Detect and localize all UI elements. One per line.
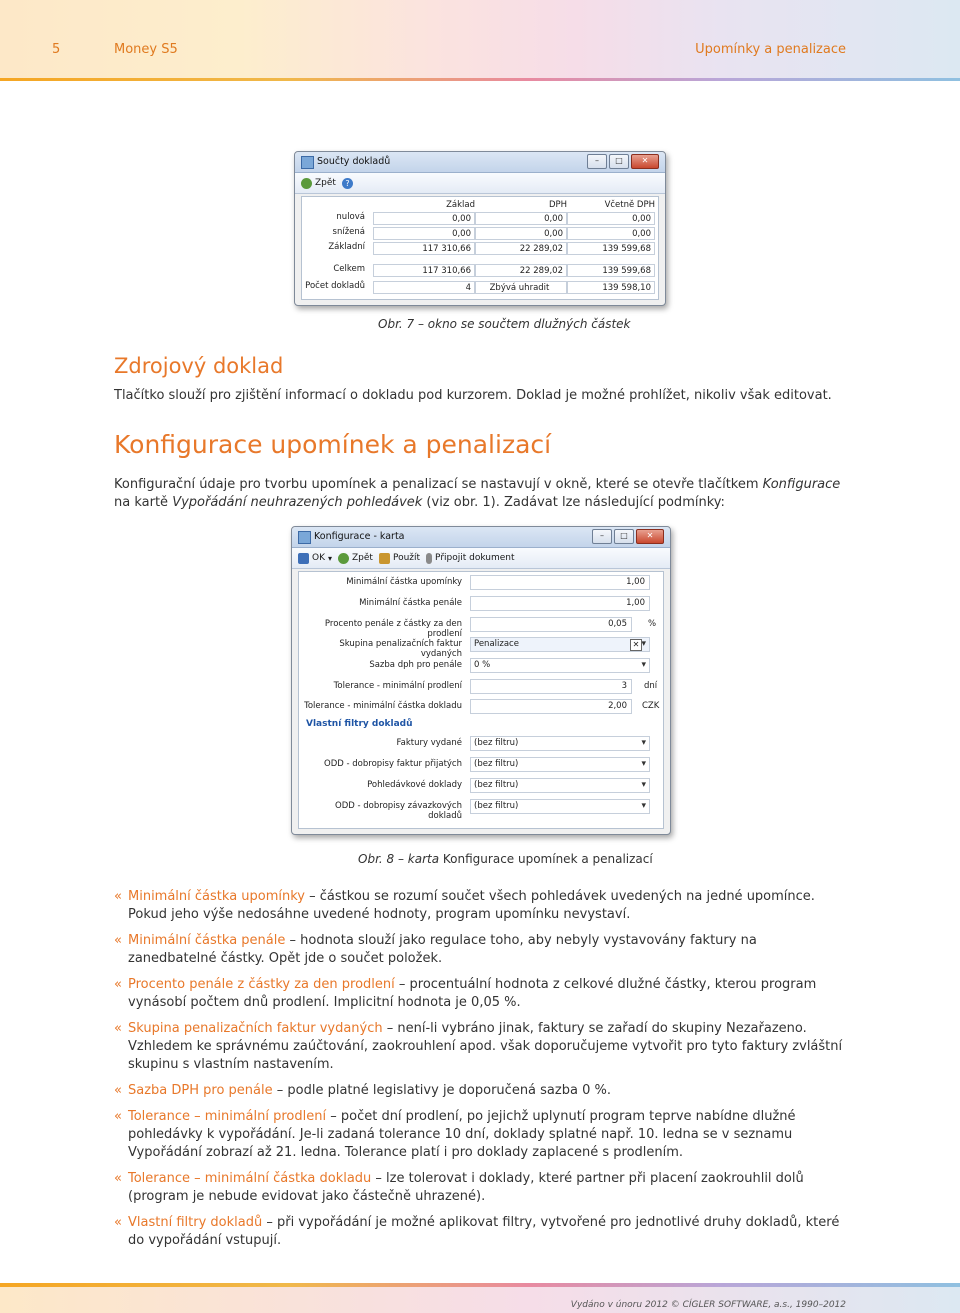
list-item: « Skupina penalizačních faktur vydaných – není-li vybráno jinak, faktury se zařadí do skupiny Nezařazeno. Vzhledem ke správnému zaúčtování, zaokrouhlení apod. však doporučujeme vytvořit pro tyto faktury zvláštní skupinu s vlastním nastavením. xyxy=(114,1021,843,1072)
totals-row xyxy=(303,242,655,256)
filter-select[interactable]: (bez filtru) ▾ xyxy=(470,757,650,772)
figure-caption: Obr. 8 – karta Konfigurace upomínek a penalizací xyxy=(358,852,653,866)
config-row xyxy=(292,679,670,695)
value-cell: 139 599,68 xyxy=(567,242,655,255)
filter-row xyxy=(292,757,670,773)
remaining-label: Zbývá uhradit xyxy=(475,281,567,294)
list-item: « Vlastní filtry dokladů – při vypořádání je možné aplikovat filtry, vytvořené pro jednotlivé druhy dokladů, které do vypořádání vstupují. xyxy=(114,1215,840,1248)
min-reminder-amount-input[interactable]: 1,00 xyxy=(470,575,650,590)
config-row xyxy=(292,699,670,715)
config-row xyxy=(292,617,670,639)
filter-row xyxy=(292,799,670,821)
value-cell: 0,00 xyxy=(373,227,475,240)
footer-text: Vydáno v únoru 2012 © CÍGLER SOFTWARE, a.s., 1990–2012 xyxy=(570,1300,846,1310)
apply-label: Použít xyxy=(392,553,421,563)
attach-document-button[interactable] xyxy=(426,553,514,564)
close-icon[interactable]: ✕ xyxy=(631,154,659,169)
paperclip-icon xyxy=(426,553,432,564)
field-label: Minimální částka penále xyxy=(359,598,462,608)
filter-row xyxy=(292,736,670,752)
field-label: Skupina penalizačních faktur vydaných xyxy=(339,639,462,659)
field-label: Tolerance - minimální prodlení xyxy=(333,681,462,691)
list-item: « Tolerance – minimální prodlení – počet dní prodlení, po jejichž uplynutí program teprve nabídne dlužné pohledávky k vypořádání. Je-li zadaná tolerance 10 dní, doklady splatné např. 10. ledna se v seznamu Vypořádání zobrazí až 21. ledna. Tolerance platí i pro doklady zaplacené s prodlením. xyxy=(114,1109,796,1160)
list-item: « Minimální částka penále – hodnota slouží jako regulace toho, aby nebyly vystavovány faktury na zanedbatelné částky. Opět jde o součet položek. xyxy=(114,933,757,966)
value-cell: 139 599,68 xyxy=(567,264,655,277)
field-label: Minimální částka upomínky xyxy=(346,577,462,587)
minimize-icon[interactable]: – xyxy=(592,529,612,544)
value-cell: 22 289,02 xyxy=(475,264,567,277)
toolbar xyxy=(292,548,670,569)
help-button[interactable] xyxy=(342,178,353,189)
unit-label: % xyxy=(648,619,657,629)
back-label: Zpět xyxy=(352,553,373,563)
list-item: « Tolerance – minimální částka dokladu – lze tolerovat i doklady, které partner při placení zaokrouhlil dolů (program je nebude evidovat jako částečně uhrazené). xyxy=(114,1171,804,1204)
section-heading: Zdrojový doklad xyxy=(114,354,284,378)
totals-row xyxy=(303,227,655,241)
back-button[interactable] xyxy=(338,553,373,564)
title-bar xyxy=(295,152,665,173)
row-label: Počet dokladů xyxy=(305,281,365,291)
toolbar xyxy=(295,173,665,194)
filter-row xyxy=(292,778,670,794)
col-header: Základ xyxy=(446,200,475,210)
back-button[interactable] xyxy=(301,178,336,189)
config-row xyxy=(292,658,670,674)
apply-button[interactable] xyxy=(379,553,420,564)
penalty-percent-input[interactable]: 0,05 xyxy=(470,617,632,632)
unit-label: dní xyxy=(644,681,658,691)
value-cell: 0,00 xyxy=(567,212,655,225)
chevron-down-icon[interactable]: ▾ xyxy=(328,553,333,563)
field-label: Procento penále z částky za den prodlení xyxy=(324,619,462,639)
col-header: Včetně DPH xyxy=(604,200,655,210)
clear-icon[interactable]: ✕ xyxy=(630,639,642,651)
ok-button[interactable] xyxy=(298,553,332,564)
remaining-cell: 139 598,10 xyxy=(567,281,655,294)
row-label: Základní xyxy=(328,242,365,252)
section-heading: Konfigurace upomínek a penalizací xyxy=(114,430,552,459)
row-label: Celkem xyxy=(333,264,365,274)
field-label: ODD - dobropisy závazkových dokladů xyxy=(335,801,462,821)
value-cell: 22 289,02 xyxy=(475,242,567,255)
window-icon xyxy=(298,531,311,544)
close-icon[interactable]: ✕ xyxy=(636,529,664,544)
value-cell: 0,00 xyxy=(475,212,567,225)
count-row xyxy=(303,281,655,295)
help-icon: ? xyxy=(342,178,353,189)
figure-caption: Obr. 7 – okno se součtem dlužných částek xyxy=(378,317,631,331)
maximize-icon[interactable]: □ xyxy=(614,529,634,544)
config-row xyxy=(292,637,670,659)
penalty-group-select[interactable]: Penalizace ▾ xyxy=(470,637,650,652)
filter-select[interactable]: (bez filtru) ▾ xyxy=(470,778,650,793)
config-row xyxy=(292,575,670,591)
back-label: Zpět xyxy=(315,178,336,188)
paragraph: Konfigurační údaje pro tvorbu upomínek a penalizací se nastavují v okně, které se otevře tlačítkem Konfigurace na kartě Vypořádání neuhrazených pohledávek (viz obr. 1). Zadávat lze následující podmínky: xyxy=(114,477,841,510)
row-label: snížená xyxy=(332,227,365,237)
totals-row xyxy=(303,212,655,226)
filter-select[interactable]: (bez filtru) ▾ xyxy=(470,736,650,751)
unit-label: CZK xyxy=(642,701,660,711)
field-label: Sazba dph pro penále xyxy=(369,660,462,670)
min-penalty-amount-input[interactable]: 1,00 xyxy=(470,596,650,611)
title-bar xyxy=(292,527,670,548)
field-label: Faktury vydané xyxy=(396,738,462,748)
product-name: Money S5 xyxy=(114,42,178,57)
value-cell: 0,00 xyxy=(373,212,475,225)
header-rule xyxy=(0,78,960,81)
totals-window xyxy=(294,151,666,306)
min-document-amount-input[interactable]: 2,00 xyxy=(470,699,632,714)
window-title: Součty dokladů xyxy=(317,156,391,167)
value-cell: 0,00 xyxy=(475,227,567,240)
chapter-title: Upomínky a penalizace xyxy=(695,42,846,57)
value-cell: 0,00 xyxy=(567,227,655,240)
list-item: « Sazba DPH pro penále – podle platné legislativy je doporučená sazba 0 %. xyxy=(114,1083,611,1098)
paragraph: Tlačítko slouží pro zjištění informací o dokladu pod kurzorem. Doklad je možné prohlížet, nikoliv však editovat. xyxy=(114,388,832,403)
apply-icon xyxy=(379,553,390,564)
config-row xyxy=(292,596,670,612)
vat-rate-select[interactable]: 0 % ▾ xyxy=(470,658,650,673)
maximize-icon[interactable]: □ xyxy=(609,154,629,169)
window-title: Konfigurace - karta xyxy=(314,531,405,542)
filter-select[interactable]: (bez filtru) ▾ xyxy=(470,799,650,814)
configuration-window xyxy=(291,526,671,835)
back-arrow-icon xyxy=(338,553,349,564)
value-cell: 117 310,66 xyxy=(373,264,475,277)
header-band xyxy=(0,0,960,78)
col-header: DPH xyxy=(548,200,567,210)
save-icon xyxy=(298,553,309,564)
count-cell: 4 xyxy=(373,281,475,294)
list-item: « Minimální částka upomínky – částkou se rozumí součet všech pohledávek uvedených na jedné upomínce. Pokud jeho výše nedosáhne uvedené hodnoty, program upomínku nevystaví. xyxy=(114,889,815,922)
ok-label: OK xyxy=(312,553,325,563)
field-label: Pohledávkové doklady xyxy=(367,780,462,790)
window-icon xyxy=(301,156,314,169)
totals-row xyxy=(303,264,655,278)
minimize-icon[interactable]: – xyxy=(587,154,607,169)
list-item: « Procento penále z částky za den prodlení – procentuální hodnota z celkové dlužné částky, kterou program vynásobí počtem dnů prodlení. Implicitní hodnota je 0,05 %. xyxy=(114,977,817,1010)
attach-label: Připojit dokument xyxy=(435,553,515,563)
row-label: nulová xyxy=(336,212,365,222)
min-delay-input[interactable]: 3 xyxy=(470,679,632,694)
filters-heading: Vlastní filtry dokladů xyxy=(306,719,413,729)
page-number: 5 xyxy=(52,42,61,57)
value-cell: 117 310,66 xyxy=(373,242,475,255)
field-label: ODD - dobropisy faktur přijatých xyxy=(324,759,462,769)
back-arrow-icon xyxy=(301,178,312,189)
field-label: Tolerance - minimální částka dokladu xyxy=(304,701,462,711)
